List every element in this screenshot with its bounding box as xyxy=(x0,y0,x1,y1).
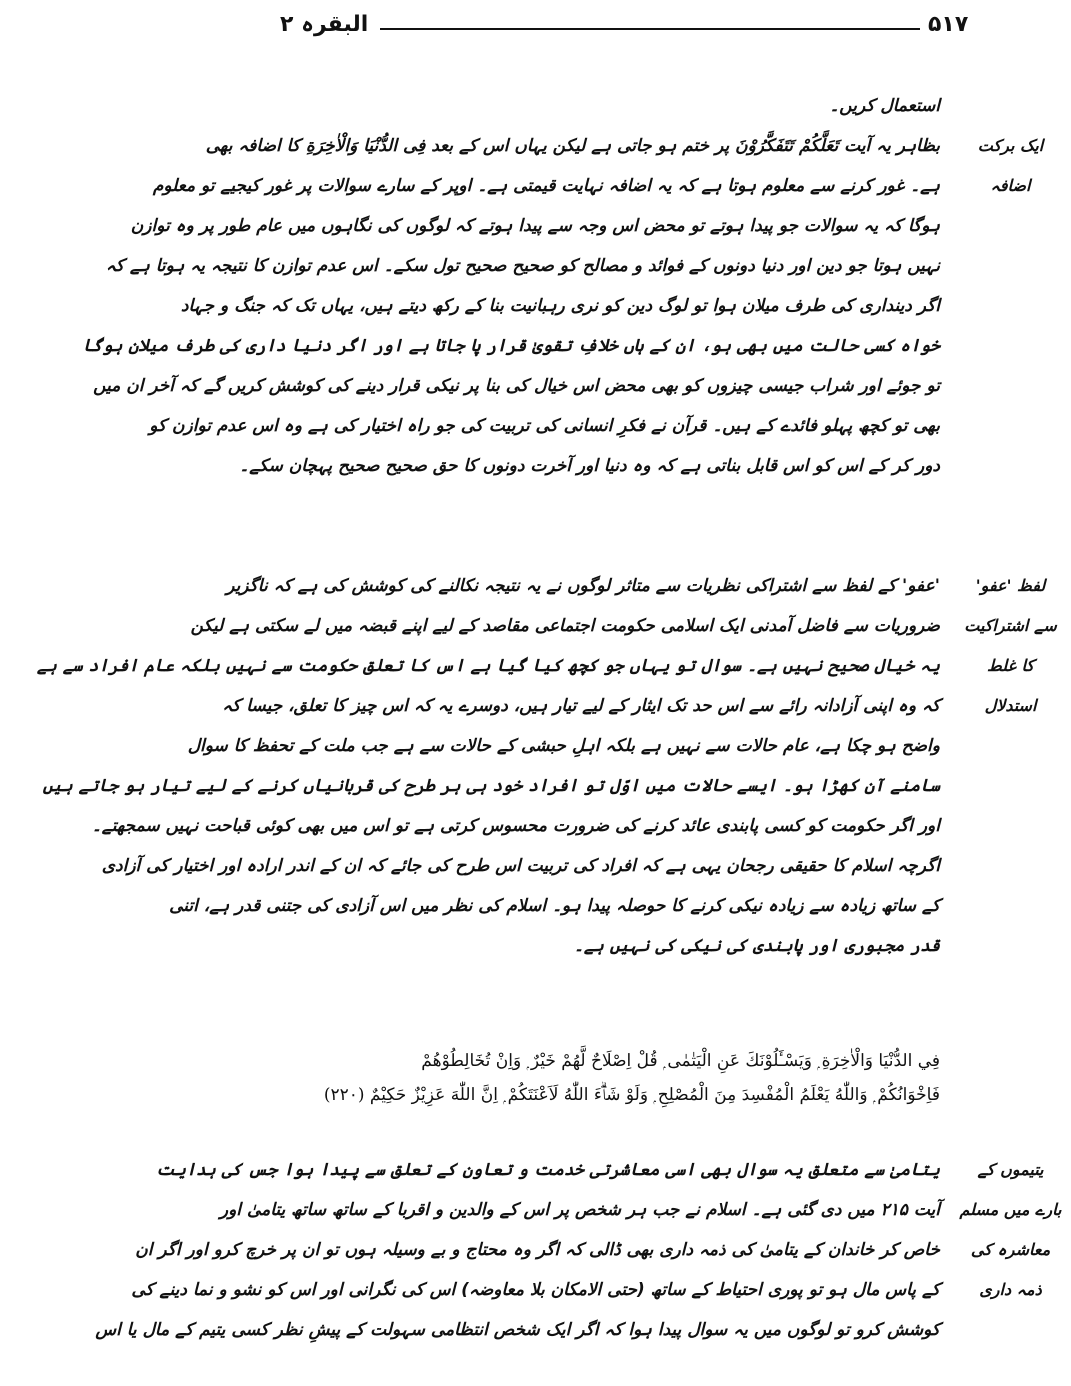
text-line: اگر دینداری کی طرف میلان ہوا تو لوگ دین کو نری رہبانیت بنا کے رکھ دیتے ہیں، یہاں تک کہ جنگ و جہاد xyxy=(180,296,940,316)
text-line: نہیں ہوتا جو دین اور دنیا دونوں کے فوائد و مصالح کو صحیح صحیح تول سکے۔ اس عدم توازن کا نتیجہ یہ ہوتا ہے کہ xyxy=(105,256,940,276)
text-line: اور اگر حکومت کو کسی پابندی عائد کرنے کی ضرورت محسوس کرتی ہے تو اس میں بھی کوئی قباحت نہیں سمجھتے۔ xyxy=(91,816,940,836)
text-line: دور کر کے اس کو اس قابل بناتی ہے کہ وہ دنیا اور آخرت دونوں کا حق صحیح صحیح پہچان سکے۔ xyxy=(239,456,940,476)
surah-name: البقرہ ۲ xyxy=(280,12,369,37)
quran-verse xyxy=(200,1044,940,1112)
text-line: یہ خیال صحیح نہیں ہے۔ سوال تو یہاں جو کچھ کیا گیا ہے اس کا تعلق حکومت سے نہیں بلکہ عام افراد سے ہے xyxy=(36,656,940,676)
text-line: 'عفو' کے لفظ سے اشتراکی نظریات سے متاثر لوگوں نے یہ نتیجہ نکالنے کی کوشش کی ہے کہ ناگزیر xyxy=(226,576,940,596)
paragraph-balance xyxy=(82,86,940,486)
text-line: آیت ۲۱۵ میں دی گئی ہے۔ اسلام نے جب ہر شخص پر اس کے والدین و اقربا کے ساتھ ساتھ یتامیٰ اور xyxy=(219,1200,940,1220)
margin-note-line: ذمہ داری xyxy=(979,1280,1042,1299)
text-line: خواہ کسی حالت میں بھی ہو، ان کے ہاں خلافِ تقویٰ قرار پا جاتا ہے اور اگر دنیا داری کی طرف میلان ہوگا xyxy=(82,336,940,356)
margin-note-line: بارے میں مسلم xyxy=(959,1200,1062,1219)
text-line: بھی تو کچھ پہلو فائدے کے ہیں۔ قرآن نے فکرِ انسانی کی تربیت کی جو راہ اختیار کی ہے وہ اس عدم توازن کو xyxy=(149,416,940,436)
margin-note-line: استدلال xyxy=(984,696,1037,715)
text-line: ہوگا کہ یہ سوالات جو پیدا ہوتے تو محض اس وجہ سے پیدا ہوتے کہ لوگوں کی نگاہوں میں عام طور پر وہ توازن xyxy=(130,216,940,236)
margin-note-line: لفظ 'عفو' xyxy=(975,576,1046,595)
page-header xyxy=(80,10,980,40)
paragraph-afw xyxy=(36,566,940,966)
header-rule xyxy=(380,28,920,30)
text-line: استعمال کریں۔ xyxy=(829,96,940,116)
text-line: قدر مجبوری اور پابندی کی نیکی کی نہیں ہے۔ xyxy=(573,936,940,956)
text-line: خاص کر خاندان کے یتامیٰ کی ذمہ داری بھی ڈالی کہ اگر وہ محتاج و بے وسیلہ ہوں تو ان پر خرچ کرو اور اگر ان xyxy=(135,1240,940,1260)
text-line: کہ وہ اپنی آزادانہ رائے سے اس حد تک ایثار کے لیے تیار ہیں، دوسرے یہ کہ اس چیز کا تعلق، جیسا کہ xyxy=(222,696,940,716)
margin-note-line: کا غلط xyxy=(987,656,1034,675)
text-line: کوشش کرو تو لوگوں میں یہ سوال پیدا ہوا کہ اگر ایک شخص انتظامی سہولت کے پیشِ نظر کسی یتیم کے مال یا اس xyxy=(95,1320,940,1340)
margin-note-line: یتیموں کے xyxy=(977,1160,1044,1179)
margin-note-3 xyxy=(958,1150,1063,1310)
margin-note-line: معاشرہ کی xyxy=(970,1240,1051,1259)
text-line: تو جوئے اور شراب جیسی چیزوں کو بھی محض اس خیال کی بنا پر نیکی قرار دینے کی کوشش کریں گے کہ آخر ان میں xyxy=(93,376,940,396)
text-line: ہے۔ غور کرنے سے معلوم ہوتا ہے کہ یہ اضافہ نہایت قیمتی ہے۔ اوپر کے سارے سوالات پر غور کیجیے تو معلوم xyxy=(152,176,940,196)
margin-note-1 xyxy=(958,126,1063,206)
text-line: کے پاس مال ہو تو پوری احتیاط کے ساتھ (حتی الامکان بلا معاوضہ) اس کی نگرانی اور اس کو نشو و نما دینے کی xyxy=(131,1280,940,1300)
verse-line: فَاِخْوَانُكُمْ ۭ وَاللّٰهُ يَعْلَمُ الْمُفْسِدَ مِنَ الْمُصْلِحِ ۭ وَلَوْ شَاۗءَ اللّٰهُ لَاَعْنَتَكُمْ ۭ اِنَّ اللّٰهَ عَزِيْزٌ حَكِيْمٌ (۲۲۰) xyxy=(323,1085,940,1105)
text-line: سامنے آن کھڑا ہو۔ ایسے حالات میں اوّل تو افراد خود ہی ہر طرح کی قربانیاں کرنے کے لیے تیار ہو جاتے ہیں xyxy=(42,776,940,796)
margin-note-2 xyxy=(958,566,1063,726)
page-number: ۵۱۷ xyxy=(928,12,969,37)
text-line: بظاہر یہ آیت تَعَلَّکُمْ تَتَفَکَّرُوْنَ پر ختم ہو جاتی ہے لیکن یہاں اس کے بعد فِی الدُّنْیَا وَالْاٰخِرَةِ کا اضافہ بھی xyxy=(205,136,940,156)
text-line: ضروریات سے فاضل آمدنی ایک اسلامی حکومت اجتماعی مقاصد کے لیے اپنے قبضہ میں لے سکتی ہے لیکن xyxy=(190,616,940,636)
margin-note-line: ایک برکت xyxy=(977,136,1044,155)
text-line: یتامیٰ سے متعلق یہ سوال بھی اسی معاشرتی خدمت و تعاون کے تعلق سے پیدا ہوا جس کی ہدایت xyxy=(156,1160,940,1180)
verse-line: فِي الدُّنْيَا وَالْاٰخِرَةِ ۭ وَيَسْـَٔلُوْنَكَ عَنِ الْيَتٰمٰى ۭ قُلْ اِصْلَاحٌ لَّھُمْ خَيْرٌ ۭ وَاِنْ تُخَالِطُوْھُمْ xyxy=(421,1051,940,1071)
paragraph-orphans xyxy=(95,1150,940,1350)
margin-note-line: اضافہ xyxy=(990,176,1031,195)
text-line: واضح ہو چکا ہے، عام حالات سے نہیں ہے بلکہ اہلِ حبشی کے حالات سے ہے جب ملت کے تحفظ کا سوال xyxy=(187,736,940,756)
text-line: کے ساتھ زیادہ سے زیادہ نیکی کرنے کا حوصلہ پیدا ہو۔ اسلام کی نظر میں اس آزادی کی جتنی قدر ہے، اتنی xyxy=(169,896,940,916)
margin-note-line: سے اشتراکیت xyxy=(964,616,1057,635)
text-line: اگرچہ اسلام کا حقیقی رجحان یہی ہے کہ افراد کی تربیت اس طرح کی جائے کہ ان کے اندر ارادہ اور اختیار کی آزادی xyxy=(101,856,940,876)
